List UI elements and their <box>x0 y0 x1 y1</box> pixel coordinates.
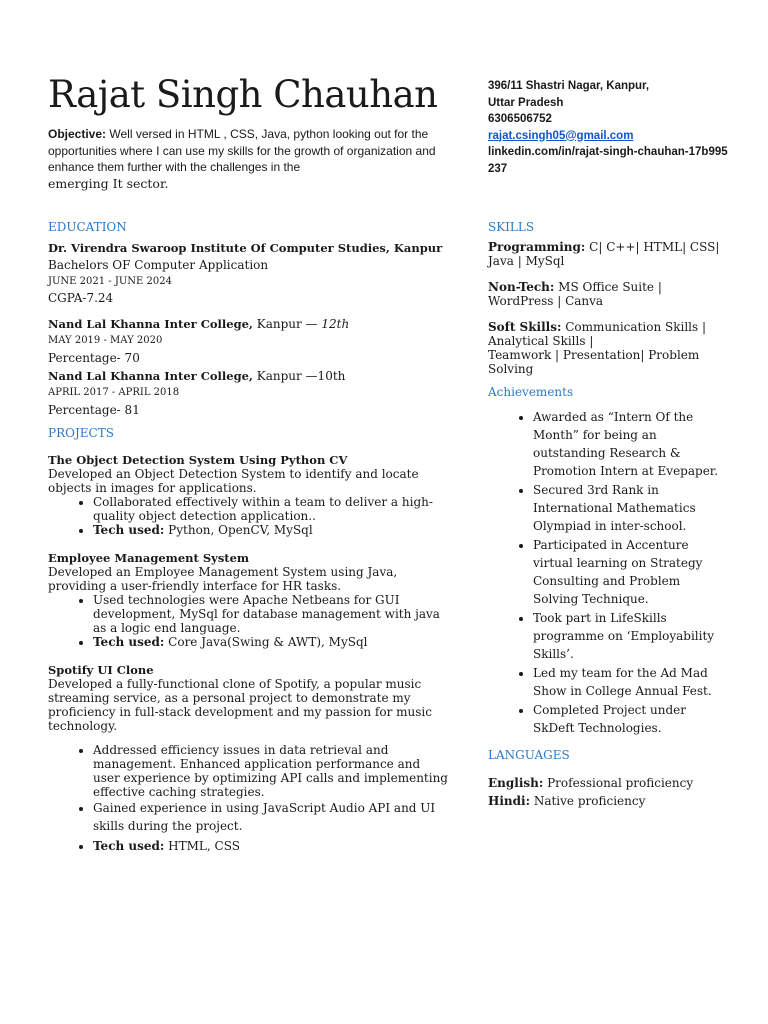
project-bullet: • Collaborated effectively within a team to deliver a high-quality object detection application.. <box>93 495 448 523</box>
degree: Bachelors OF Computer Application <box>48 258 269 272</box>
left-column <box>48 220 448 853</box>
project-tech: • Tech used: Python, OpenCV, MySql <box>93 523 448 537</box>
project-item <box>48 453 448 537</box>
school-location: Kanpur —10th <box>252 369 346 383</box>
email-link[interactable]: rajat.csingh05@gmail.com <box>488 129 634 142</box>
address-line-2: Uttar Pradesh <box>488 96 564 109</box>
objective <box>48 126 448 192</box>
achievement-item: • Led my team for the Ad Mad Show in College Annual Fest. <box>533 664 728 700</box>
school-location: Kanpur — <box>252 317 322 331</box>
address-line-1: 396/11 Shastri Nagar, Kanpur, <box>488 80 650 92</box>
project-tech: • Tech used: HTML, CSS <box>93 839 448 853</box>
education-entry <box>48 317 448 365</box>
objective-text-end: emerging It sector. <box>48 175 169 191</box>
phone: 6306506752 <box>488 113 552 125</box>
achievements-title: Achievements <box>488 385 574 399</box>
education-dates: JUNE 2021 - JUNE 2024 <box>48 276 172 287</box>
project-tech: • Tech used: Core Java(Swing & AWT), MySql <box>93 635 448 649</box>
project-item <box>48 551 448 649</box>
resume-name: Rajat Singh Chauhan <box>48 73 438 116</box>
project-name: The Object Detection System Using Python CV <box>48 453 348 467</box>
education-score: Percentage- 81 <box>48 403 140 417</box>
project-name: Employee Management System <box>48 551 250 565</box>
education-score: CGPA-7.24 <box>48 291 114 305</box>
education-score: Percentage- 70 <box>48 351 140 365</box>
school-name: Nand Lal Khanna Inter College, <box>48 369 253 383</box>
project-desc: Developed an Employee Management System using Java, providing a user-friendly interface for HR tasks. <box>48 565 398 593</box>
language-item: English: Professional proficiency <box>488 776 694 790</box>
school-name: Dr. Virendra Swaroop Institute Of Computer Studies, Kanpur <box>48 241 443 255</box>
achievement-item: • Took part in LifeSkills programme on ‘Employability Skills’. <box>533 609 728 663</box>
project-bullet: • Gained experience in using JavaScript Audio API and UI skills during the project. <box>93 799 448 835</box>
skill-soft-cont: Teamwork | Presentation| Problem Solving <box>488 348 700 376</box>
achievement-item: • Participated in Accenture virtual learning on Strategy Consulting and Problem Solving Technique. <box>533 536 728 608</box>
project-bullet: • Used technologies were Apache Netbeans for GUI development, MySql for database management with java as a logic end language. <box>93 593 448 635</box>
objective-label: Objective: <box>48 127 107 141</box>
language-item: Hindi: Native proficiency <box>488 794 646 808</box>
objective-text: Well versed in HTML , CSS, Java, python looking out for the opportunities where I can use my skills for the growth of organization and enhance them further with the challenges in the <box>48 127 436 174</box>
contact-info <box>488 78 728 177</box>
skill-programming: Programming: C| C++| HTML| CSS| Java | MySql <box>488 240 720 268</box>
education-entry <box>48 369 448 417</box>
skill-nontech: Non-Tech: MS Office Suite | WordPress | Canva <box>488 280 662 308</box>
grade: 12th <box>321 317 350 331</box>
education-title: EDUCATION <box>48 220 127 234</box>
education-dates: MAY 2019 - MAY 2020 <box>48 335 163 346</box>
project-desc: Developed an Object Detection System to identify and locate objects in images for applications. <box>48 467 419 495</box>
skill-soft: Soft Skills: Communication Skills | Analytical Skills | <box>488 320 707 348</box>
projects-title: PROJECTS <box>48 426 114 440</box>
achievement-item: • Secured 3rd Rank in International Mathematics Olympiad in inter-school. <box>533 481 728 535</box>
school-name: Nand Lal Khanna Inter College, <box>48 317 253 331</box>
skills-title: SKILLS <box>488 220 535 234</box>
languages-title: LANGUAGES <box>488 748 570 762</box>
achievement-item: • Completed Project under SkDeft Technologies. <box>533 701 728 737</box>
right-column <box>488 220 728 810</box>
achievement-item: • Awarded as “Intern Of the Month” for being an outstanding Research & Promotion Intern at Evepaper. <box>533 408 728 480</box>
project-name: Spotify UI Clone <box>48 663 154 677</box>
project-desc: Developed a fully-functional clone of Spotify, a popular music streaming service, as a personal project to demonstrate my proficiency in full-stack development and my passion for music technology. <box>48 677 432 733</box>
education-dates: APRIL 2017 - APRIL 2018 <box>48 387 180 398</box>
linkedin: linkedin.com/in/rajat-singh-chauhan-17b995237 <box>488 146 728 175</box>
project-item <box>48 663 448 853</box>
project-bullet: • Addressed efficiency issues in data retrieval and management. Enhanced application performance and user experience by optimizing API calls and implementing effective caching strategies. <box>93 743 448 799</box>
education-entry <box>48 241 448 305</box>
